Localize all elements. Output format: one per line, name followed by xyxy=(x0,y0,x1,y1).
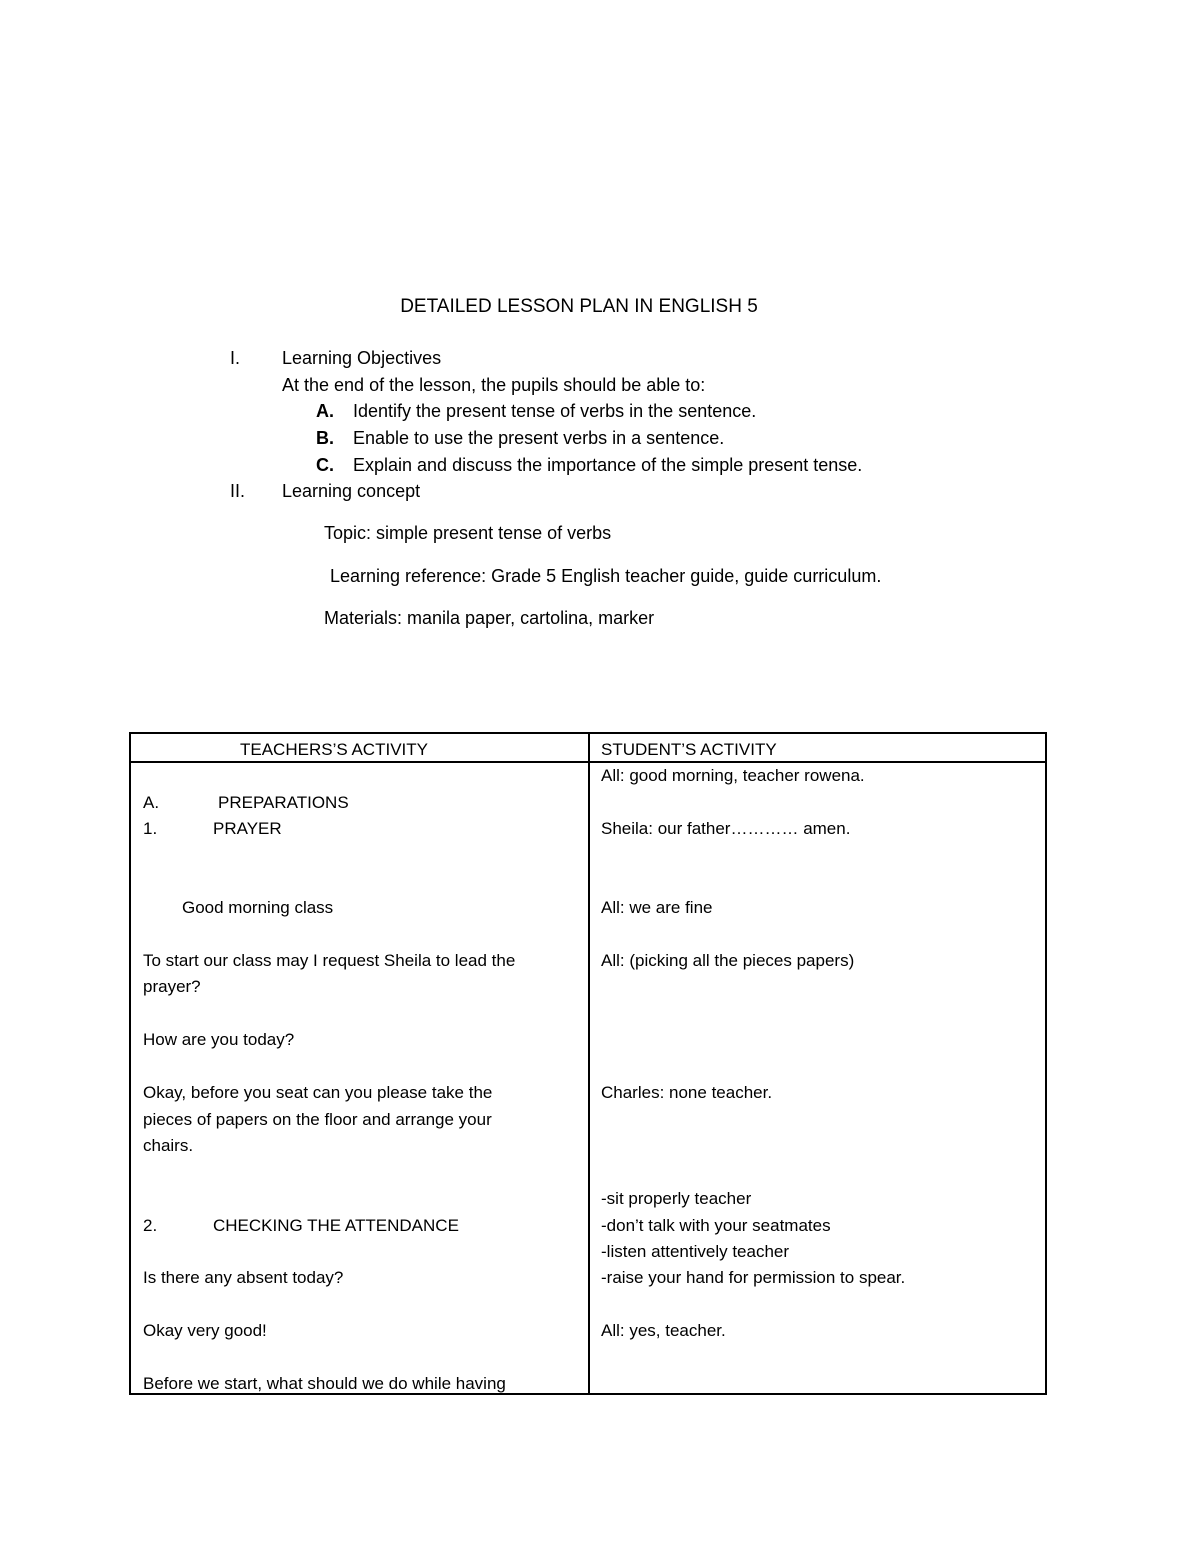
student-line: -raise your hand for permission to spear. xyxy=(601,1268,906,1287)
preparations-heading: PREPARATIONS xyxy=(218,793,349,812)
concept-topic: Topic: simple present tense of verbs xyxy=(324,523,612,543)
teacher-line: Before we start, what should we do while having xyxy=(143,1374,506,1393)
student-line: Sheila: our father………… amen. xyxy=(601,819,851,838)
objective-letter: C. xyxy=(316,455,334,475)
attendance-number: 2. xyxy=(143,1216,158,1235)
table-column-divider xyxy=(588,734,590,1393)
student-line: All: we are fine xyxy=(601,898,713,917)
student-line: All: (picking all the pieces papers) xyxy=(601,951,855,970)
page-title: DETAILED LESSON PLAN IN ENGLISH 5 xyxy=(400,296,758,317)
student-line: -listen attentively teacher xyxy=(601,1242,790,1261)
student-line: -sit properly teacher xyxy=(601,1189,752,1208)
teacher-line: How are you today? xyxy=(143,1030,295,1049)
section-heading-objectives: Learning Objectives xyxy=(282,348,442,368)
prayer-heading: PRAYER xyxy=(213,819,282,838)
teacher-line: pieces of papers on the floor and arrange your xyxy=(143,1110,492,1129)
teacher-line: Okay, before you seat can you please take the xyxy=(143,1083,493,1102)
student-activity-header: STUDENT’S ACTIVITY xyxy=(601,740,777,759)
section-heading-concept: Learning concept xyxy=(282,481,421,501)
objectives-intro: At the end of the lesson, the pupils should be able to: xyxy=(282,375,706,395)
student-line: -don’t talk with your seatmates xyxy=(601,1216,831,1235)
concept-reference: Learning reference: Grade 5 English teacher guide, guide curriculum. xyxy=(330,566,882,586)
teacher-line: prayer? xyxy=(143,977,201,996)
objective-letter: B. xyxy=(316,428,334,448)
student-line: All: good morning, teacher rowena. xyxy=(601,766,865,785)
prayer-number: 1. xyxy=(143,819,158,838)
objective-item: Identify the present tense of verbs in the sentence. xyxy=(353,401,757,421)
objective-letter: A. xyxy=(316,401,334,421)
student-line: All: yes, teacher. xyxy=(601,1321,726,1340)
teacher-line: To start our class may I request Sheila to lead the xyxy=(143,951,516,970)
teacher-line: chairs. xyxy=(143,1136,194,1155)
activity-table xyxy=(129,732,1047,1395)
attendance-heading: CHECKING THE ATTENDANCE xyxy=(213,1216,459,1235)
student-line: Charles: none teacher. xyxy=(601,1083,773,1102)
section-number: I. xyxy=(230,348,241,368)
concept-materials: Materials: manila paper, cartolina, marker xyxy=(324,608,655,628)
teacher-line: Is there any absent today? xyxy=(143,1268,344,1287)
teacher-activity-header: TEACHERS’S ACTIVITY xyxy=(240,740,428,759)
prep-letter: A. xyxy=(143,793,160,812)
teacher-line: Okay very good! xyxy=(143,1321,267,1340)
objective-item: Enable to use the present verbs in a sentence. xyxy=(353,428,725,448)
teacher-line: Good morning class xyxy=(182,898,334,917)
section-number: II. xyxy=(230,481,246,501)
objective-item: Explain and discuss the importance of the simple present tense. xyxy=(353,455,863,475)
